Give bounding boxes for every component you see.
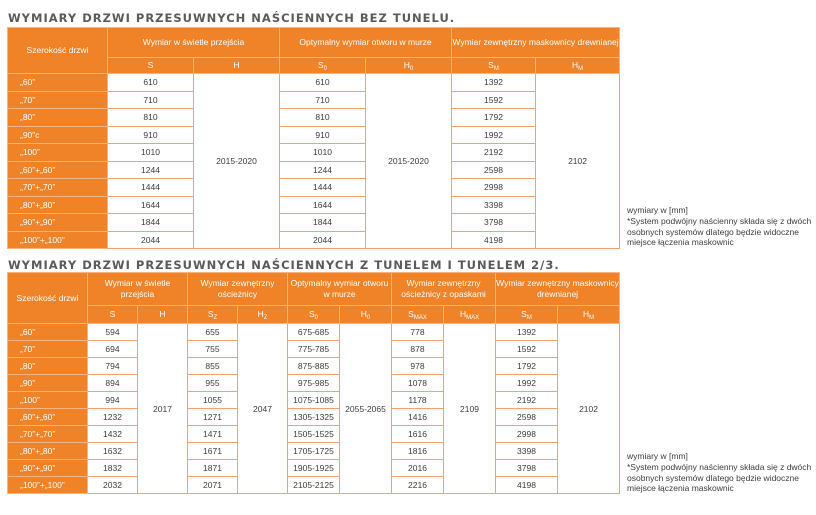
table-row — [8, 109, 620, 127]
sz-cell: 1671 — [188, 443, 238, 460]
door-size-cell: „60” — [8, 324, 88, 341]
sz-cell: 755 — [188, 341, 238, 358]
subheader-hz: $H_Z$ — [238, 306, 288, 324]
s-cell: 2032 — [88, 477, 138, 494]
hm-merged-cell: 2102 — [558, 324, 620, 494]
sz-cell: 955 — [188, 375, 238, 392]
s-cell: 1432 — [88, 426, 138, 443]
table-row — [8, 126, 620, 144]
s0-cell: 875-885 — [288, 358, 340, 375]
subheader-sm: $S_M$ — [496, 306, 558, 324]
table1-footnote: *System podwójny naścienny składa się z dwóch osobnych systemów dlatego będzie widoczne miejsce łączenia maskownic — [627, 216, 812, 247]
table-row — [8, 231, 620, 249]
subheader-h0: $H_0$ — [340, 306, 392, 324]
s-cell: 910 — [108, 126, 194, 144]
s-cell: 1644 — [108, 196, 194, 214]
dimensions-table-tunnel — [7, 272, 620, 494]
hmax-merged-cell: 2109 — [444, 324, 496, 494]
hz-merged-cell: 2047 — [238, 324, 288, 494]
smax-cell: 1816 — [392, 443, 444, 460]
header-frame-outer: Wymiar zewnętrzny ościeżnicy — [188, 273, 288, 306]
sm-cell: 1592 — [496, 341, 558, 358]
table-row — [8, 214, 620, 232]
door-size-cell: „90”+„90” — [8, 460, 88, 477]
subheader-h: H — [194, 58, 280, 74]
s0-cell: 1844 — [280, 214, 366, 232]
sm-cell: 2998 — [452, 179, 536, 197]
dimensions-table-no-tunnel — [7, 27, 620, 249]
s-cell: 2044 — [108, 231, 194, 249]
subheader-hm: $H_M$ — [536, 58, 620, 74]
smax-cell: 978 — [392, 358, 444, 375]
sz-cell: 1471 — [188, 426, 238, 443]
sm-cell: 1592 — [452, 91, 536, 109]
sm-cell: 1392 — [452, 74, 536, 92]
s0-cell: 810 — [280, 109, 366, 127]
s0-cell: 910 — [280, 126, 366, 144]
s-cell: 694 — [88, 341, 138, 358]
s0-cell: 610 — [280, 74, 366, 92]
smax-cell: 1616 — [392, 426, 444, 443]
s-cell: 810 — [108, 109, 194, 127]
s0-cell: 1244 — [280, 161, 366, 179]
s0-cell: 1444 — [280, 179, 366, 197]
door-size-cell: „60”+„60” — [8, 409, 88, 426]
door-size-cell: „100” — [8, 144, 108, 162]
table-row — [8, 460, 620, 477]
s-cell: 1244 — [108, 161, 194, 179]
s-cell: 994 — [88, 392, 138, 409]
table-row — [8, 324, 620, 341]
subheader-s0: $S_0$ — [288, 306, 340, 324]
header-clear-opening: Wymiar w świetle przejścia — [108, 28, 280, 58]
table-row — [8, 196, 620, 214]
header-clear-opening: Wymiar w świetle przejścia — [88, 273, 188, 306]
smax-cell: 2216 — [392, 477, 444, 494]
door-size-cell: „80”+„80” — [8, 196, 108, 214]
sz-cell: 855 — [188, 358, 238, 375]
door-size-cell: „80” — [8, 109, 108, 127]
header-frame-trim-outer: Wymiar zewnętrzny ościeżnicy z opaskami — [392, 273, 496, 306]
sm-cell: 2192 — [496, 392, 558, 409]
header-door-width: Szerokość drzwi — [8, 273, 88, 324]
table-row — [8, 409, 620, 426]
s-cell: 894 — [88, 375, 138, 392]
s-cell: 1844 — [108, 214, 194, 232]
sm-cell: 4198 — [452, 231, 536, 249]
header-wall-opening: Optymalny wymiar otworu w murze — [288, 273, 392, 306]
table-row — [8, 443, 620, 460]
table2-unit-note: wymiary w [mm] — [627, 451, 688, 461]
s0-cell: 2105-2125 — [288, 477, 340, 494]
header-wall-opening: Optymalny wymiar otworu w murze — [280, 28, 452, 58]
h-merged-cell: 2017 — [138, 324, 188, 494]
table-row — [8, 426, 620, 443]
h0-merged-cell: 2015-2020 — [366, 74, 452, 249]
door-size-cell: „100”+„100” — [8, 477, 88, 494]
hm-merged-cell: 2102 — [536, 74, 620, 249]
s0-cell: 1075-1085 — [288, 392, 340, 409]
subheader-smax: $S_{MAX}$ — [392, 306, 444, 324]
sm-cell: 2998 — [496, 426, 558, 443]
sz-cell: 1055 — [188, 392, 238, 409]
header-cover-outer: Wymiar zewnętrzny maskownicy drewnianej — [452, 28, 620, 58]
sm-cell: 3798 — [452, 214, 536, 232]
door-size-cell: „90” — [8, 375, 88, 392]
door-size-cell: „70”+„70” — [8, 179, 108, 197]
table-row — [8, 179, 620, 197]
sz-cell: 655 — [188, 324, 238, 341]
s0-cell: 1305-1325 — [288, 409, 340, 426]
s0-cell: 675-685 — [288, 324, 340, 341]
sm-cell: 3398 — [452, 196, 536, 214]
sz-cell: 2071 — [188, 477, 238, 494]
smax-cell: 778 — [392, 324, 444, 341]
table-row — [8, 341, 620, 358]
smax-cell: 878 — [392, 341, 444, 358]
s-cell: 1444 — [108, 179, 194, 197]
subheader-sz: $S_Z$ — [188, 306, 238, 324]
s0-cell: 2044 — [280, 231, 366, 249]
sm-cell: 3398 — [496, 443, 558, 460]
door-size-cell: „80”+„80” — [8, 443, 88, 460]
door-size-cell: „90”+„90” — [8, 214, 108, 232]
s0-cell: 1644 — [280, 196, 366, 214]
smax-cell: 1078 — [392, 375, 444, 392]
table-row — [8, 161, 620, 179]
table-row — [8, 144, 620, 162]
subheader-s0: $S_0$ — [280, 58, 366, 74]
table-row — [8, 477, 620, 494]
s0-cell: 1905-1925 — [288, 460, 340, 477]
subheader-hm: $H_M$ — [558, 306, 620, 324]
door-size-cell: „70”+„70” — [8, 426, 88, 443]
s-cell: 610 — [108, 74, 194, 92]
subheader-h0: $H_0$ — [366, 58, 452, 74]
table1-unit-note: wymiary w [mm] — [627, 205, 688, 215]
s0-cell: 775-785 — [288, 341, 340, 358]
table-row — [8, 74, 620, 92]
sm-cell: 2598 — [496, 409, 558, 426]
s-cell: 1632 — [88, 443, 138, 460]
subheader-hmax: $H_{MAX}$ — [444, 306, 496, 324]
sm-cell: 4198 — [496, 477, 558, 494]
table-row — [8, 91, 620, 109]
header-door-width: Szerokość drzwi — [8, 28, 108, 74]
sz-cell: 1271 — [188, 409, 238, 426]
table1-title: WYMIARY DRZWI PRZESUWNYCH NAŚCIENNYCH BEZ TUNELU. — [8, 11, 456, 25]
subheader-s: S — [88, 306, 138, 324]
door-size-cell: „90”c — [8, 126, 108, 144]
s-cell: 1832 — [88, 460, 138, 477]
sm-cell: 1392 — [496, 324, 558, 341]
smax-cell: 1416 — [392, 409, 444, 426]
sm-cell: 1992 — [452, 126, 536, 144]
h0-merged-cell: 2055-2065 — [340, 324, 392, 494]
door-size-cell: „70” — [8, 341, 88, 358]
door-size-cell: „60” — [8, 74, 108, 92]
s-cell: 594 — [88, 324, 138, 341]
door-size-cell: „100” — [8, 392, 88, 409]
sm-cell: 2598 — [452, 161, 536, 179]
door-size-cell: „80” — [8, 358, 88, 375]
smax-cell: 1178 — [392, 392, 444, 409]
sm-cell: 3798 — [496, 460, 558, 477]
door-size-cell: „70” — [8, 91, 108, 109]
s0-cell: 1505-1525 — [288, 426, 340, 443]
sm-cell: 1992 — [496, 375, 558, 392]
table-row — [8, 375, 620, 392]
sz-cell: 1871 — [188, 460, 238, 477]
subheader-h: H — [138, 306, 188, 324]
door-size-cell: „100”+„100” — [8, 231, 108, 249]
s-cell: 1232 — [88, 409, 138, 426]
table-row — [8, 358, 620, 375]
table-row — [8, 392, 620, 409]
table2-footnote: *System podwójny naścienny składa się z dwóch osobnych systemów dlatego będzie widoczne miejsce łączenia maskownic — [627, 462, 812, 493]
table2-title: WYMIARY DRZWI PRZESUWNYCH NAŚCIENNYCH Z TUNELEM I TUNELEM 2/3. — [8, 258, 560, 272]
sm-cell: 2192 — [452, 144, 536, 162]
subheader-sm: $S_M$ — [452, 58, 536, 74]
subheader-s: S — [108, 58, 194, 74]
s0-cell: 1705-1725 — [288, 443, 340, 460]
s-cell: 710 — [108, 91, 194, 109]
smax-cell: 2016 — [392, 460, 444, 477]
s-cell: 794 — [88, 358, 138, 375]
h-merged-cell: 2015-2020 — [194, 74, 280, 249]
sm-cell: 1792 — [496, 358, 558, 375]
s-cell: 1010 — [108, 144, 194, 162]
s0-cell: 710 — [280, 91, 366, 109]
s0-cell: 975-985 — [288, 375, 340, 392]
sm-cell: 1792 — [452, 109, 536, 127]
header-cover-outer: Wymiar zewnętrzny maskownicy drewnianej — [496, 273, 620, 306]
s0-cell: 1010 — [280, 144, 366, 162]
door-size-cell: „60”+„60” — [8, 161, 108, 179]
